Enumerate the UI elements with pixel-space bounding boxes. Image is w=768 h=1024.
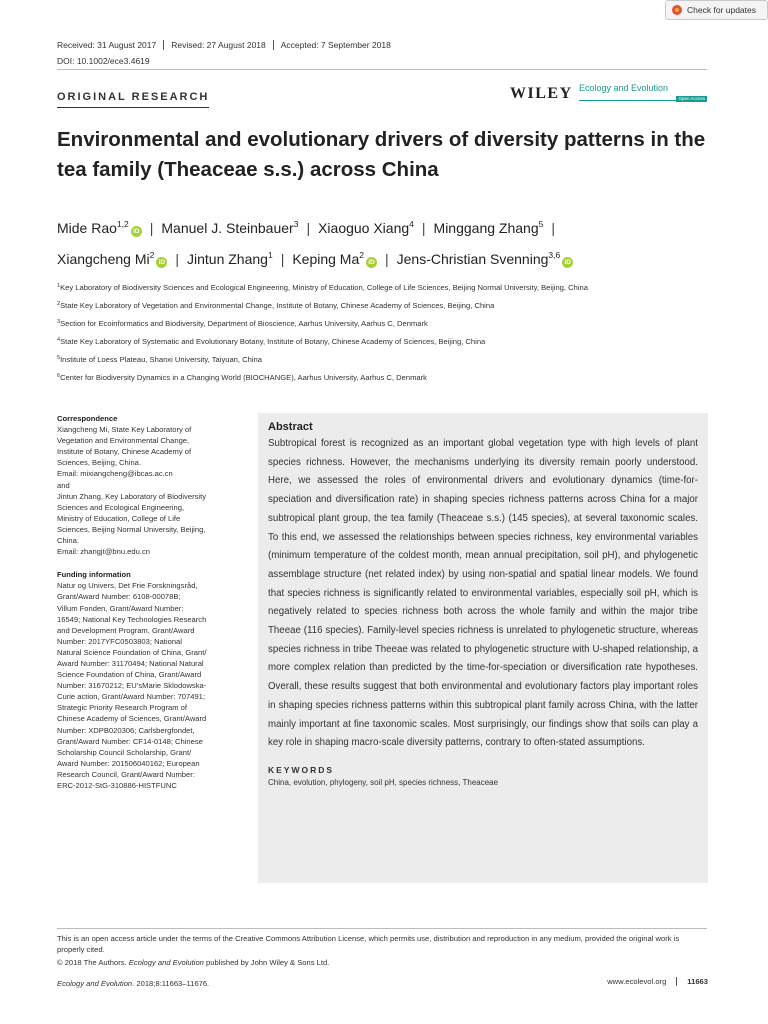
author-affiliation-number: 2	[149, 250, 155, 260]
affiliation	[57, 370, 717, 388]
author-affiliation-number: 1	[267, 250, 273, 260]
author-name: Xiangcheng Mi	[57, 251, 150, 267]
author-separator: |	[149, 220, 154, 236]
author-separator: |	[551, 220, 555, 236]
footer-divider	[57, 928, 707, 929]
funding-line: Number: 2017YFC0503803; National	[57, 636, 182, 646]
article-dates	[57, 40, 398, 50]
citation-journal: Ecology and Evolution	[57, 979, 133, 988]
author	[292, 251, 377, 267]
affiliation	[57, 298, 717, 316]
correspondence-line: Sciences, Beijing Normal University, Beijing,	[57, 524, 206, 534]
funding-line: 16549; National Key Technologies Research	[57, 614, 207, 624]
affiliation-text: Center for Biodiversity Dynamics in a Changing World (BIOCHANGE), Aarhus University, Aarhus C, Denmark	[60, 373, 427, 382]
affiliation-text: Institute of Loess Plateau, Shanxi University, Taiyuan, China	[60, 355, 262, 364]
author-name: Xiaoguo Xiang	[318, 220, 410, 236]
correspondence-line[interactable]: Email: zhangjt@bnu.edu.cn	[57, 547, 150, 557]
correspondence-line: Xiangcheng Mi, State Key Laboratory of	[57, 425, 192, 435]
author-affiliation-number: 2	[359, 250, 364, 260]
author	[434, 220, 544, 236]
publisher-logo: WILEY	[510, 85, 573, 102]
copyright-line	[57, 958, 329, 967]
journal-url[interactable]: www.ecolevol.org	[607, 977, 667, 986]
affiliation-number: 1	[57, 283, 61, 289]
author-name: Keping Ma	[292, 251, 360, 267]
affiliation-number: 4	[57, 337, 61, 343]
orcid-icon[interactable]: iD	[156, 257, 167, 268]
author-separator: |	[421, 220, 426, 236]
revised-date: Revised: 27 August 2018	[163, 40, 273, 50]
header-divider	[57, 69, 707, 70]
correspondence-block	[57, 413, 245, 557]
affiliation-number: 2	[57, 301, 61, 307]
funding-line: Chinese Academy of Sciences, Grant/Award	[57, 714, 207, 724]
author	[161, 220, 298, 236]
journal-logo	[579, 83, 707, 101]
correspondence-line: Vegetation and Environmental Change,	[57, 436, 190, 446]
affiliation	[57, 280, 717, 298]
abstract-heading: Abstract	[268, 421, 313, 433]
author-separator: |	[280, 251, 285, 267]
affiliation-text: State Key Laboratory of Systematic and Evolutionary Botany, Institute of Botany, Chinese Academy of Sciences, Beijing, China	[60, 337, 486, 346]
funding-line: Villum Fonden, Grant/Award Number:	[57, 603, 184, 613]
author-name: Minggang Zhang	[433, 220, 539, 236]
copyright-suffix: published by John Wiley & Sons Ltd.	[203, 958, 330, 967]
funding-line: Research Council, Grant/Award Number:	[57, 769, 195, 779]
affiliation	[57, 352, 717, 370]
crossmark-icon	[672, 5, 682, 15]
funding-line: Natural Science Foundation of China, Grant/	[57, 647, 207, 657]
abstract-box	[258, 413, 708, 883]
copyright-prefix: © 2018 The Authors.	[57, 958, 129, 967]
citation-line	[57, 979, 209, 988]
author	[57, 220, 142, 236]
correspondence-line: Sciences, Beijing, China.	[57, 458, 141, 468]
author-name: Manuel J. Steinbauer	[161, 220, 294, 236]
correspondence-heading: Correspondence	[57, 414, 118, 423]
check-for-updates-label: Check for updates	[687, 5, 756, 15]
affiliation-text: Section for Ecoinformatics and Biodiversity, Department of Bioscience, Aarhus University, Aarhus C, Denmark	[60, 319, 428, 328]
author-affiliation-number: 3,6	[548, 250, 561, 260]
funding-line: Scholarship Council Scholarship, Grant/	[57, 747, 192, 757]
journal-name: Ecology and Evolution	[579, 83, 669, 93]
funding-line: and Development Program, Grant/Award	[57, 625, 195, 635]
funding-line: Curie action, Grant/Award Number: 707491;	[57, 692, 206, 702]
correspondence-line: Jintun Zhang, Key Laboratory of Biodiversity	[57, 491, 207, 501]
affiliation	[57, 334, 717, 352]
funding-line: Number: XDPB020306; Carlsbergfondet,	[57, 725, 195, 735]
funding-line: Grant/Award Number: 6108-00078B;	[57, 592, 181, 602]
author	[187, 251, 273, 267]
orcid-icon[interactable]: iD	[366, 257, 377, 268]
funding-heading: Funding information	[57, 570, 131, 580]
keywords-heading: KEYWORDS	[268, 764, 335, 775]
affiliation-number: 5	[57, 355, 61, 361]
affiliation-number: 3	[57, 319, 61, 325]
correspondence-line: Sciences and Ecological Engineering,	[57, 502, 185, 512]
accepted-date: Accepted: 7 September 2018	[273, 40, 398, 50]
orcid-icon[interactable]: iD	[562, 257, 573, 268]
check-for-updates-button[interactable]	[665, 0, 768, 20]
abstract-text: Subtropical forest is recognized as an important global vegetation type with high levels of plant species richness. However, the mechanisms underlying its diversity remain poorly understood. Here, we assessed the roles of environmental drivers and evolutionary dynamics (time-for-speciation and diversification rate) in shaping species richness patterns across China for a major subtropical plant group, the tea family (Theaceae s.s.) (145 species), at several taxonomic scales. To this end, we assessed the relationships between species richness, key environmental variables (minimum temperature of the coldest month, mean annual precipitation, soil pH), and phylogenetic assemblage structure (net related index) by using non-spatial and spatial linear models. We found that species richness is significantly related to environmental variables, especially soil pH, which is negatively related to species richness both across the whole family and within the major tribe Theeae (116 species). Family-level species richness is unrelated to phylogenetic structure, whereas species richness in tribe Theeae was related to phylogenetic structure with U-shaped relationship, a more complex relation than predicted by the time-for-speciation or diversification rate hypotheses. Overall, these results suggest that both environmental and evolutionary factors play important roles in shaping species richness patterns within this subtropical plant family across China, with the latter mainly important at fine taxonomic scales. Most surprisingly, our findings show that soils can play a key role in shaping macro-scale diversity patterns, contrary to often-stated assumptions.	[268, 438, 698, 749]
funding-line: Award Number: 201506040162; European	[57, 758, 200, 768]
funding-line: ERC-2012-StG-310886-HISTFUNC	[57, 781, 177, 790]
funding-line: Grant/Award Number: CF14-0148; Chinese	[57, 736, 203, 746]
affiliation	[57, 316, 717, 334]
author-name: Jintun Zhang	[187, 251, 268, 267]
page-number: 11663	[676, 977, 708, 986]
funding-line: Natur og Univers, Det Frie Forskningsråd,	[57, 581, 198, 591]
author-separator: |	[306, 220, 311, 236]
received-date: Received: 31 August 2017	[57, 40, 157, 50]
affiliation-text: State Key Laboratory of Vegetation and Environmental Change, Institute of Botany, Chinese Academy of Sciences, Beijing, China	[60, 301, 495, 310]
correspondence-line: Institute of Botany, Chinese Academy of	[57, 447, 192, 457]
affiliation-number: 6	[57, 373, 61, 379]
orcid-icon[interactable]: iD	[131, 226, 142, 237]
affiliation-text: Key Laboratory of Biodiversity Sciences and Ecological Engineering, Ministry of Education, College of Life Sciences, Beijing Normal University, Beijing, China	[60, 283, 588, 292]
author-name: Mide Rao	[57, 220, 117, 236]
page-footer-right	[607, 977, 708, 986]
funding-line: Strategic Priority Research Program of	[57, 703, 187, 713]
funding-line: Number: 31670212; EU’sMarie Sklodowska-	[57, 681, 207, 691]
open-access-badge: Open Access	[678, 96, 705, 101]
funding-line: Science Foundation of China, Grant/Award	[57, 670, 202, 680]
funding-block	[57, 569, 245, 791]
keywords: China, evolution, phylogeny, soil pH, species richness, Theaceae	[268, 777, 499, 787]
author-affiliation-number: 5	[538, 219, 544, 229]
author-affiliation-number: 4	[409, 219, 414, 229]
author-list	[57, 211, 717, 273]
citation-details: . 2018;8:11663–11676.	[132, 979, 210, 988]
author-separator: |	[385, 251, 389, 267]
correspondence-line: China.	[57, 536, 79, 546]
author	[318, 220, 414, 236]
license-text: This is an open access article under the terms of the Creative Commons Attribution License, which permits use, distribution and reproduction in any medium, provided the original work is properly cited.	[57, 934, 680, 955]
correspondence-line: and	[57, 480, 70, 490]
correspondence-line: Ministry of Education, College of Life	[57, 513, 181, 523]
author-separator: |	[175, 251, 179, 267]
funding-line: Award Number: 31170494; National Natural	[57, 658, 204, 668]
copyright-journal: Ecology and Evolution	[128, 958, 204, 967]
author-affiliation-number: 1,2	[116, 219, 129, 229]
author	[57, 251, 167, 267]
author	[397, 251, 574, 267]
author-name: Jens-Christian Svenning	[396, 251, 549, 267]
correspondence-line[interactable]: Email: mixiangcheng@ibcas.ac.cn	[57, 469, 173, 479]
article-title: Environmental and evolutionary drivers of diversity patterns in the tea family (Theaceae s.s.) across China	[57, 128, 706, 181]
article-sidebar	[57, 413, 245, 803]
author-affiliation-number: 3	[293, 219, 299, 229]
doi[interactable]: DOI: 10.1002/ece3.4619	[57, 56, 150, 66]
affiliation-list	[57, 280, 717, 388]
section-label: ORIGINAL RESEARCH	[57, 91, 209, 108]
